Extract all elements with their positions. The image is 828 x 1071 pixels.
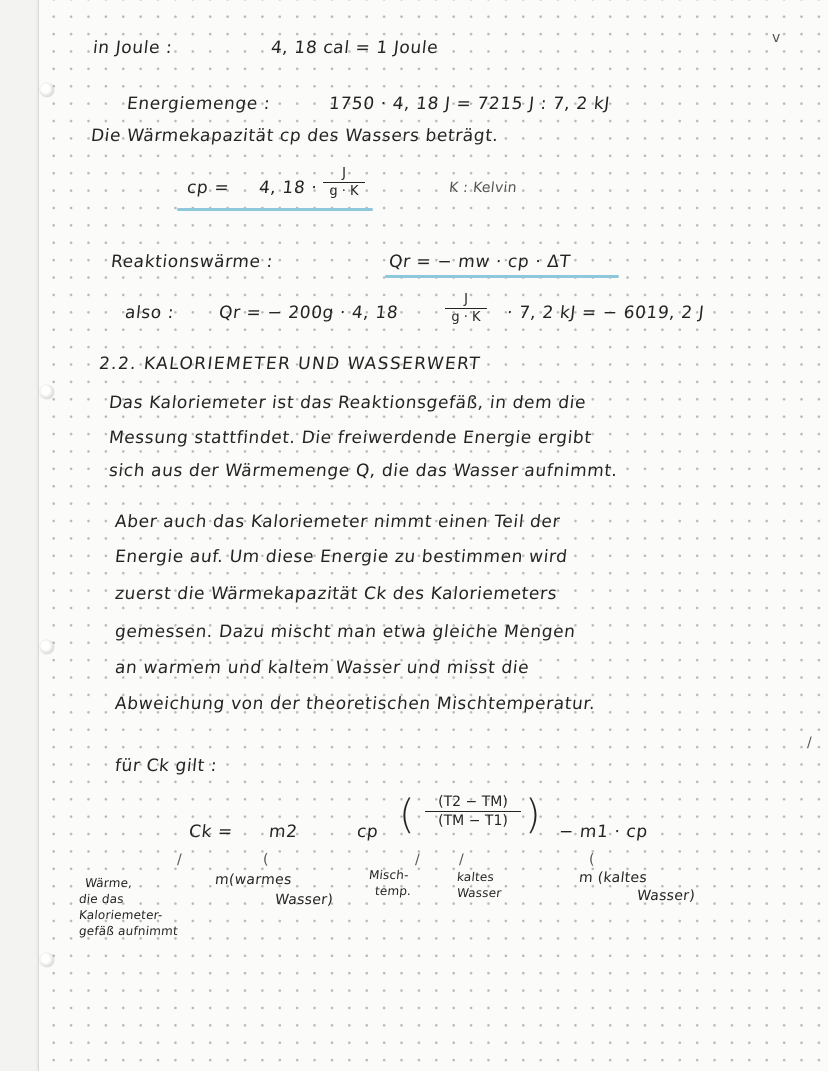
also-unit-fraction (445, 292, 487, 325)
fuer-ck-gilt: für Ck gilt : (113, 756, 219, 776)
note-m-warm: Wasser) (274, 892, 334, 908)
formula-minus-m1-cp: − m1 · cp (557, 822, 649, 842)
cp-value: 4, 18 · (257, 178, 319, 198)
formula-m2: m2 (267, 822, 299, 842)
cp-unit-fraction (323, 166, 365, 199)
formula-open-paren-icon: ( (399, 792, 415, 838)
annotation-arrow-icon: ( (589, 852, 595, 868)
kelvin-note: K : Kelvin (448, 180, 518, 196)
formula-temp-numerator: (T2 − TM) (438, 794, 508, 810)
formula-ck: Ck = (187, 822, 234, 842)
para1-line: Messung stattfindet. Die freiwerdende Energie ergibt (107, 428, 593, 448)
para2-line: zuerst die Wärmekapazität Ck des Kaloriemeters (113, 584, 559, 604)
also-unit-denominator: g · K (451, 310, 481, 326)
annotation-arrow-icon: ( (263, 852, 269, 868)
energie-equation: 1750 · 4, 18 J = 7215 J : 7, 2 kJ (327, 94, 611, 114)
also-label: also : (123, 303, 176, 323)
note-waerme: die das (78, 892, 125, 906)
note-misch: temp. (374, 884, 412, 898)
note-waerme: Wärme, (84, 876, 134, 890)
para2-line: Energie auf. Um diese Energie zu bestimmen wird (113, 547, 569, 567)
formula-temp-denominator: (TM − T1) (438, 813, 508, 830)
binder-hole (40, 953, 54, 967)
note-m-kalt: Wasser) (636, 888, 696, 904)
waermekapazitaet-line: Die Wärmekapazität cp des Wassers beträgt. (89, 126, 500, 146)
cp-lhs: cp = (185, 178, 231, 198)
para1-line: sich aus der Wärmemenge Q, die das Wasser aufnimmt. (107, 461, 619, 481)
note-kalt: kaltes (456, 870, 495, 884)
also-equation-part1: Qr = − 200g · 4, 18 (217, 303, 400, 323)
also-equation-part2: · 7, 2 kJ = − 6019, 2 J (505, 303, 706, 323)
note-kalt: Wasser (456, 886, 503, 900)
energie-label: Energiemenge : (125, 94, 272, 114)
annotation-arrow-icon: / (415, 852, 420, 868)
margin-mark-icon: v (772, 30, 781, 46)
cp-unit-denominator: g · K (329, 184, 359, 200)
cp-highlight-underline (177, 208, 373, 211)
note-waerme: gefäß aufnimmt (78, 924, 179, 938)
note-misch: Misch- (368, 868, 410, 882)
note-m-warm: m(warmes (214, 872, 293, 888)
reaktionswaerme-label: Reaktionswärme : (109, 252, 275, 272)
joule-label: in Joule : (91, 38, 174, 58)
also-unit-numerator: J (464, 292, 468, 307)
note-waerme: Kaloriemeter- (78, 908, 164, 922)
para2-line: Aber auch das Kaloriemeter nimmt einen Teil der (113, 512, 562, 532)
section-heading: 2.2. KALORIEMETER UND WASSERWERT (97, 354, 482, 374)
reaktionswaerme-equation: Qr = − mw · cp · ΔT (387, 252, 572, 272)
cp-unit-numerator: J (342, 166, 346, 181)
para2-line: an warmem und kaltem Wasser und misst die (113, 658, 531, 678)
binder-hole (40, 385, 54, 399)
margin-mark-icon: / (807, 735, 812, 751)
formula-temp-fraction (425, 794, 521, 829)
binder-hole (40, 83, 54, 97)
annotation-arrow-icon: / (459, 852, 464, 868)
joule-equation: 4, 18 cal = 1 Joule (269, 38, 440, 58)
para2-line: gemessen. Dazu mischt man etwa gleiche Mengen (113, 622, 577, 642)
notebook-page (38, 0, 828, 1071)
annotation-arrow-icon: / (177, 852, 182, 868)
reaktion-highlight-underline (385, 275, 619, 278)
formula-cp: cp (355, 822, 380, 842)
note-m-kalt: m (kaltes (578, 870, 648, 886)
para1-line: Das Kaloriemeter ist das Reaktionsgefäß, in dem die (107, 393, 588, 413)
binder-hole (40, 640, 54, 654)
para2-line: Abweichung von der theoretischen Mischtemperatur. (113, 694, 597, 714)
formula-close-paren-icon: ) (525, 792, 541, 838)
